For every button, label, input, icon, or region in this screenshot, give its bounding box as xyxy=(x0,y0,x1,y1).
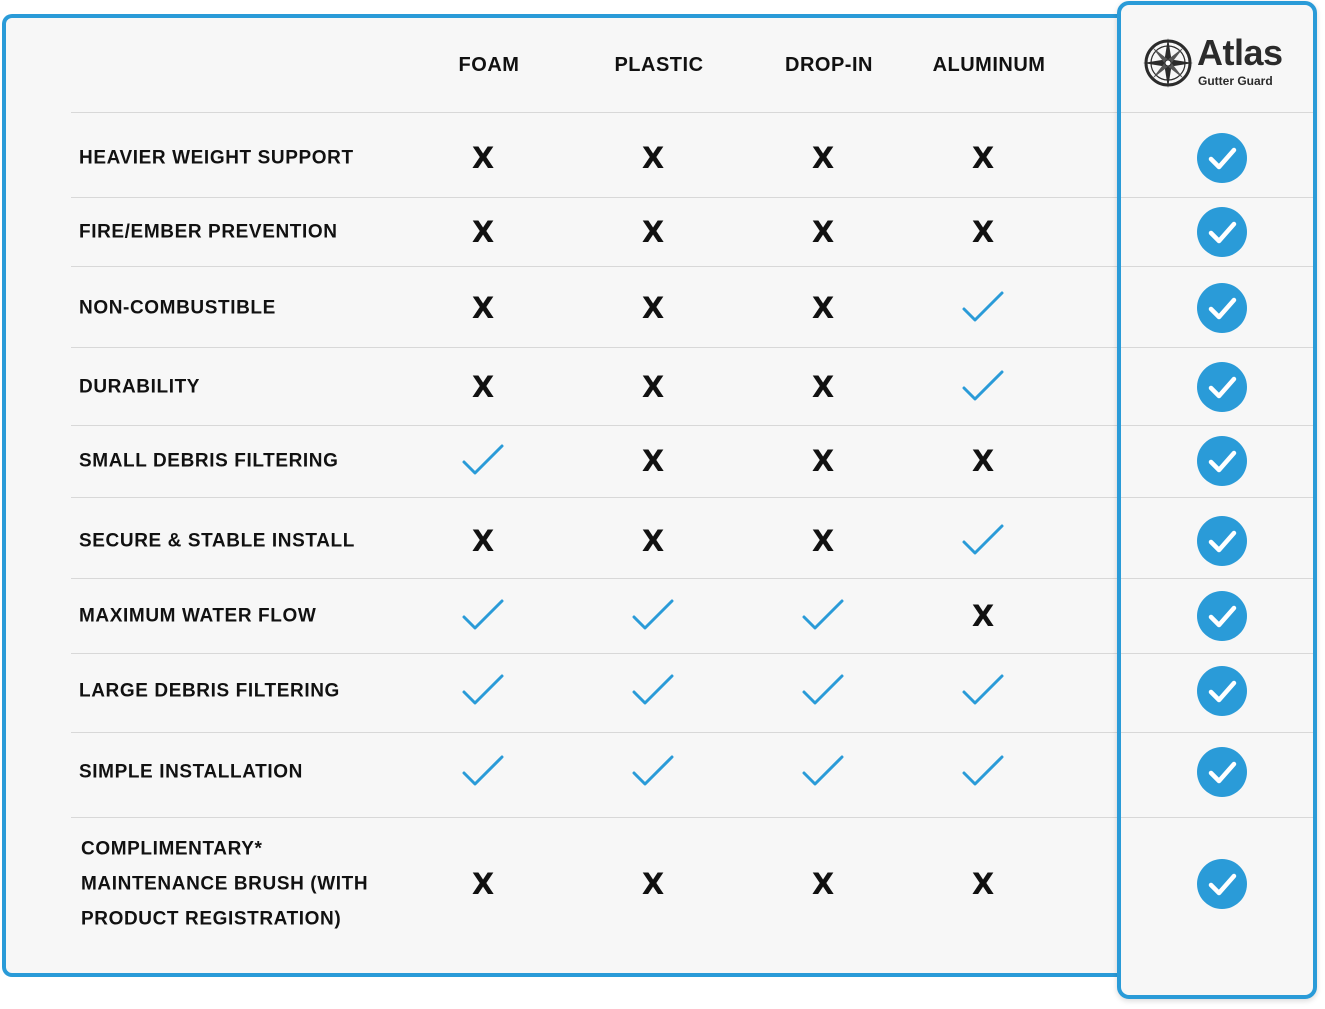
row-divider xyxy=(1121,732,1313,733)
x-icon: X xyxy=(971,215,995,249)
check-circle-icon xyxy=(1196,282,1248,334)
x-icon: X xyxy=(641,867,665,901)
column-header: PLASTIC xyxy=(614,54,704,76)
x-icon: X xyxy=(971,599,995,633)
check-mark xyxy=(631,669,675,713)
x-icon: X xyxy=(971,867,995,901)
check-icon xyxy=(961,750,1005,794)
x-mark xyxy=(961,594,1005,638)
brand-logo xyxy=(1141,32,1301,94)
x-icon: X xyxy=(471,291,495,325)
row-divider xyxy=(1121,112,1313,113)
check-mark xyxy=(631,594,675,638)
x-mark xyxy=(631,862,675,906)
check-mark xyxy=(961,286,1005,330)
check-mark xyxy=(461,594,505,638)
row-label-line: PRODUCT REGISTRATION) xyxy=(81,908,342,930)
check-icon xyxy=(961,365,1005,409)
x-mark xyxy=(801,286,845,330)
check-circle-icon xyxy=(1196,665,1248,717)
row-label-line: MAINTENANCE BRUSH (WITH xyxy=(81,873,369,895)
x-icon: X xyxy=(471,370,495,404)
check-circle-icon xyxy=(1196,206,1248,258)
brand-check-badge xyxy=(1196,435,1248,487)
x-mark xyxy=(631,286,675,330)
check-icon xyxy=(631,594,675,638)
row-divider xyxy=(71,497,1117,498)
row-label: SMALL DEBRIS FILTERING xyxy=(79,450,339,472)
x-mark xyxy=(961,862,1005,906)
x-icon: X xyxy=(811,291,835,325)
check-circle-icon xyxy=(1196,515,1248,567)
x-mark xyxy=(801,365,845,409)
x-mark xyxy=(961,136,1005,180)
row-divider xyxy=(1121,497,1313,498)
x-mark xyxy=(631,519,675,563)
row-label: HEAVIER WEIGHT SUPPORT xyxy=(79,147,354,169)
x-mark xyxy=(461,365,505,409)
x-icon: X xyxy=(641,215,665,249)
row-divider xyxy=(71,817,1117,818)
row-label xyxy=(81,832,368,937)
row-divider xyxy=(71,425,1117,426)
check-circle-icon xyxy=(1196,132,1248,184)
brand-check-badge xyxy=(1196,515,1248,567)
row-divider xyxy=(1121,347,1313,348)
row-label: MAXIMUM WATER FLOW xyxy=(79,605,317,627)
row-divider xyxy=(71,197,1117,198)
row-divider xyxy=(1121,653,1313,654)
x-mark xyxy=(631,210,675,254)
check-mark xyxy=(961,365,1005,409)
row-divider xyxy=(71,112,1117,113)
x-mark xyxy=(461,136,505,180)
x-mark xyxy=(461,862,505,906)
x-mark xyxy=(801,136,845,180)
x-icon: X xyxy=(811,444,835,478)
x-mark xyxy=(631,365,675,409)
check-mark xyxy=(801,669,845,713)
check-icon xyxy=(961,519,1005,563)
check-icon xyxy=(631,669,675,713)
row-label-line: COMPLIMENTARY* xyxy=(81,838,263,860)
column-header: FOAM xyxy=(458,54,520,76)
row-divider xyxy=(71,347,1117,348)
x-mark xyxy=(801,210,845,254)
x-icon: X xyxy=(811,524,835,558)
row-label: LARGE DEBRIS FILTERING xyxy=(79,680,340,702)
x-mark xyxy=(631,136,675,180)
check-mark xyxy=(801,594,845,638)
x-icon: X xyxy=(641,524,665,558)
row-divider xyxy=(71,266,1117,267)
row-label: SIMPLE INSTALLATION xyxy=(79,761,303,783)
check-circle-icon xyxy=(1196,361,1248,413)
x-icon: X xyxy=(471,215,495,249)
column-header: DROP-IN xyxy=(785,54,873,76)
brand-check-badge xyxy=(1196,590,1248,642)
row-divider xyxy=(71,653,1117,654)
brand-tagline: Gutter Guard xyxy=(1198,74,1273,88)
check-mark xyxy=(961,750,1005,794)
row-label: NON-COMBUSTIBLE xyxy=(79,297,276,319)
check-mark xyxy=(961,669,1005,713)
x-mark xyxy=(801,439,845,483)
row-label: SECURE & STABLE INSTALL xyxy=(79,530,355,552)
x-mark xyxy=(631,439,675,483)
x-icon: X xyxy=(641,291,665,325)
check-icon xyxy=(801,669,845,713)
check-icon xyxy=(631,750,675,794)
x-icon: X xyxy=(471,867,495,901)
check-mark xyxy=(461,669,505,713)
x-icon: X xyxy=(471,141,495,175)
check-mark xyxy=(961,519,1005,563)
check-circle-icon xyxy=(1196,590,1248,642)
check-icon xyxy=(961,669,1005,713)
x-icon: X xyxy=(971,444,995,478)
row-divider xyxy=(71,578,1117,579)
row-divider xyxy=(71,732,1117,733)
brand-check-badge xyxy=(1196,665,1248,717)
row-divider xyxy=(1121,578,1313,579)
check-mark xyxy=(801,750,845,794)
row-label: FIRE/EMBER PREVENTION xyxy=(79,221,338,243)
row-divider xyxy=(1121,266,1313,267)
row-divider xyxy=(1121,817,1313,818)
x-mark xyxy=(461,286,505,330)
row-divider xyxy=(1121,197,1313,198)
brand-check-badge xyxy=(1196,361,1248,413)
check-mark xyxy=(461,750,505,794)
check-circle-icon xyxy=(1196,435,1248,487)
row-label: DURABILITY xyxy=(79,376,201,398)
x-icon: X xyxy=(811,867,835,901)
x-mark xyxy=(961,439,1005,483)
x-icon: X xyxy=(811,141,835,175)
check-icon xyxy=(461,594,505,638)
check-icon xyxy=(801,750,845,794)
check-circle-icon xyxy=(1196,858,1248,910)
check-icon xyxy=(461,750,505,794)
column-header: ALUMINUM xyxy=(932,54,1046,76)
brand-check-badge xyxy=(1196,858,1248,910)
x-mark xyxy=(801,519,845,563)
x-mark xyxy=(801,862,845,906)
check-circle-icon xyxy=(1196,746,1248,798)
x-icon: X xyxy=(641,370,665,404)
x-mark xyxy=(461,519,505,563)
check-mark xyxy=(631,750,675,794)
check-icon xyxy=(461,669,505,713)
x-mark xyxy=(961,210,1005,254)
brand-check-badge xyxy=(1196,132,1248,184)
x-icon: X xyxy=(641,444,665,478)
x-icon: X xyxy=(811,370,835,404)
x-icon: X xyxy=(811,215,835,249)
row-divider xyxy=(1121,425,1313,426)
x-icon: X xyxy=(471,524,495,558)
x-icon: X xyxy=(971,141,995,175)
check-icon xyxy=(801,594,845,638)
brand-check-badge xyxy=(1196,282,1248,334)
check-mark xyxy=(461,439,505,483)
compass-icon xyxy=(1141,36,1195,90)
x-mark xyxy=(461,210,505,254)
brand-check-badge xyxy=(1196,746,1248,798)
check-icon xyxy=(461,439,505,483)
x-icon: X xyxy=(641,141,665,175)
brand-name: Atlas xyxy=(1197,32,1283,73)
check-icon xyxy=(961,286,1005,330)
brand-check-badge xyxy=(1196,206,1248,258)
